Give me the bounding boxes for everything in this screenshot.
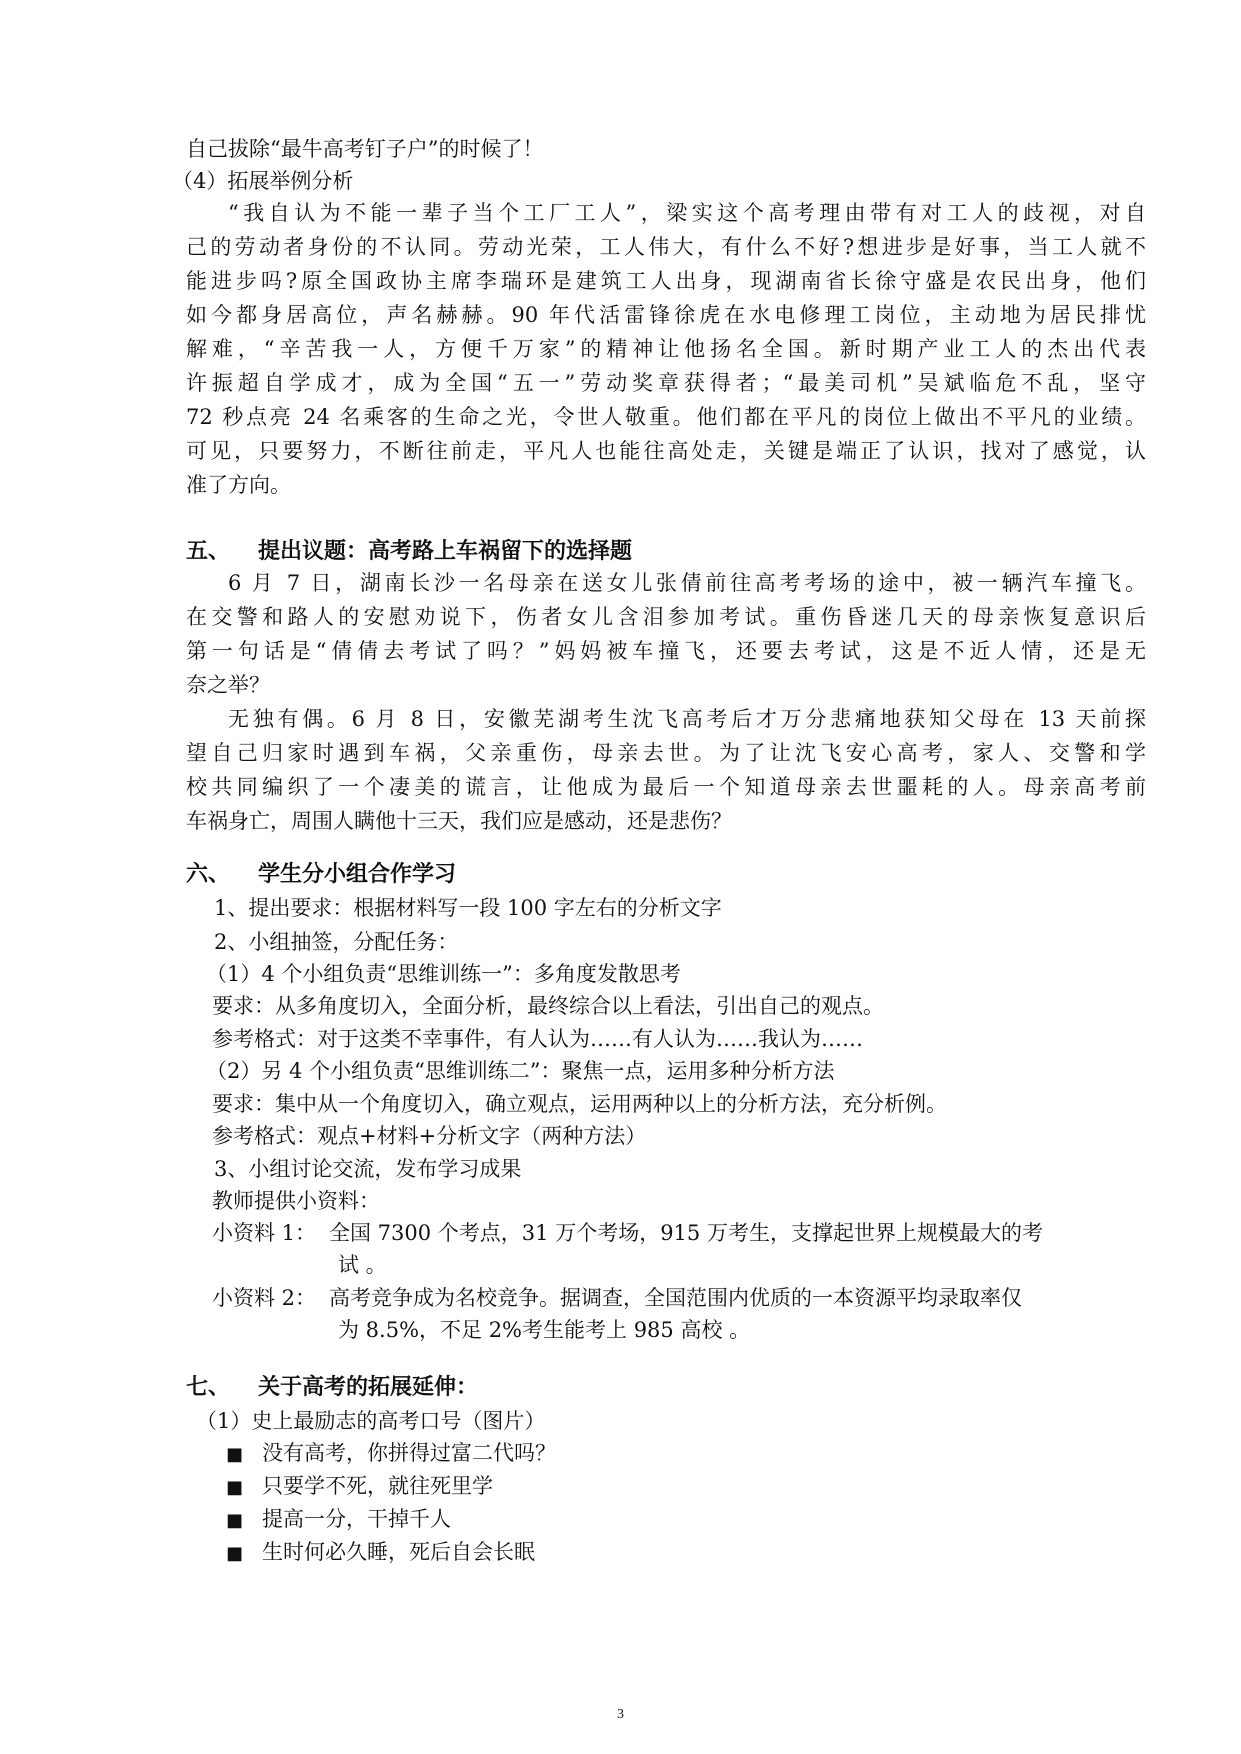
paragraph-line: 无独有偶。6 月 8 日，安徽芜湖考生沈飞高考后才万分悲痛地获知父母在 13 天前探	[228, 707, 1146, 731]
paragraph-line: 解难，“辛苦我一人，方便千万家”的精神让他扬名全国。新时期产业工人的杰出代表	[186, 337, 1146, 361]
resource-item-2	[212, 1283, 1146, 1313]
square-bullet-icon: ■	[226, 1477, 244, 1498]
resource-text-cont: 试 。	[338, 1253, 387, 1277]
resource-label: 小资料 1：	[212, 1221, 317, 1245]
section-title: 关于高考的拓展延伸：	[258, 1375, 479, 1400]
page-number: 3	[617, 1707, 624, 1722]
slogan-item	[226, 1537, 1186, 1569]
slogan-text: 提高一分，干掉千人	[262, 1507, 451, 1531]
resource-text: 高考竞争成为名校竞争。据调查，全国范围内优质的一本资源平均录取率仅	[329, 1286, 1022, 1310]
section-number: 五、	[186, 539, 231, 564]
section-title: 学生分小组合作学习	[258, 862, 457, 887]
list-item: 1、提出要求：根据材料写一段 100 字左右的分析文字	[214, 896, 722, 920]
list-item: 要求：从多角度切入，全面分析，最终综合以上看法，引出自己的观点。	[212, 994, 884, 1018]
resource-item-1	[212, 1218, 1146, 1248]
paragraph-line: 车祸身亡，周围人瞒他十三天，我们应是感动，还是悲伤？	[186, 809, 732, 833]
paragraph-line: 己的劳动者身份的不认同。劳动光荣，工人伟大，有什么不好?想进步是好事，当工人就不	[186, 235, 1146, 259]
section-heading-7	[186, 1373, 1146, 1403]
slogan-item	[226, 1471, 1186, 1503]
list-item: 参考格式：对于这类不幸事件，有人认为……有人认为……我认为……	[212, 1027, 863, 1051]
subheading: （4）拓展举例分析	[172, 169, 354, 193]
list-item: 3、小组讨论交流，发布学习成果	[214, 1157, 522, 1181]
paragraph-line: 第一句话是“倩倩去考试了吗？”妈妈被车撞飞，还要去考试，这是不近人情，还是无	[186, 639, 1146, 663]
paragraph-line: “我自认为不能一辈子当个工厂工人”，梁实这个高考理由带有对工人的歧视，对自	[228, 201, 1146, 225]
square-bullet-icon: ■	[226, 1543, 244, 1564]
resource-text-cont: 为 8.5%，不足 2%考生能考上 985 高校 。	[338, 1318, 751, 1342]
square-bullet-icon: ■	[226, 1444, 244, 1465]
paragraph-line: 奈之举？	[186, 673, 270, 697]
paragraph-line: 可见，只要努力，不断往前走，平凡人也能往高处走，关键是端正了认识，找对了感觉，认	[186, 439, 1146, 463]
section-number: 七、	[186, 1375, 231, 1400]
subheading: （1）史上最励志的高考口号（图片）	[196, 1409, 546, 1433]
section-number: 六、	[186, 862, 231, 887]
resource-text: 全国 7300 个考点，31 万个考场，915 万考生，支撑起世界上规模最大的考	[329, 1221, 1043, 1245]
section-heading-6	[186, 860, 1146, 890]
paragraph-line: 准了方向。	[186, 473, 291, 497]
section-title: 提出议题：高考路上车祸留下的选择题	[258, 539, 633, 564]
list-item: 要求：集中从一个角度切入，确立观点，运用两种以上的分析方法，充分析例。	[212, 1092, 947, 1116]
square-bullet-icon: ■	[226, 1510, 244, 1531]
list-item: 2、小组抽签，分配任务：	[214, 930, 459, 954]
paragraph-line: 校共同编织了一个凄美的谎言，让他成为最后一个知道母亲去世噩耗的人。母亲高考前	[186, 775, 1146, 799]
paragraph-line: 6 月 7 日，湖南长沙一名母亲在送女儿张倩前往高考考场的途中，被一辆汽车撞飞。	[228, 571, 1146, 595]
slogan-text: 没有高考，你拼得过富二代吗？	[262, 1441, 556, 1465]
slogan-item	[226, 1504, 1186, 1536]
paragraph-line: 望自己归家时遇到车祸，父亲重伤，母亲去世。为了让沈飞安心高考，家人、交警和学	[186, 741, 1146, 765]
paragraph-line: 自己拔除“最牛高考钉子户”的时候了！	[186, 137, 544, 161]
list-item: （1）4 个小组负责“思维训练一”：多角度发散思考	[206, 962, 681, 986]
section-heading-5	[186, 537, 1146, 567]
paragraph-line: 能进步吗?原全国政协主席李瑞环是建筑工人出身，现湖南省长徐守盛是农民出身，他们	[186, 269, 1146, 293]
paragraph-line: 72 秒点亮 24 名乘客的生命之光，令世人敬重。他们都在平凡的岗位上做出不平凡的业绩。	[186, 405, 1146, 429]
slogan-text: 只要学不死，就往死里学	[262, 1474, 493, 1498]
paragraph-line: 在交警和路人的安慰劝说下，伤者女儿含泪参加考试。重伤昏迷几天的母亲恢复意识后	[186, 605, 1146, 629]
paragraph-line: 许振超自学成才，成为全国“五一”劳动奖章获得者；“最美司机”吴斌临危不乱，坚守	[186, 371, 1146, 395]
list-item: 教师提供小资料：	[212, 1189, 380, 1213]
list-item: 参考格式：观点+材料+分析文字（两种方法）	[212, 1124, 647, 1148]
resource-label: 小资料 2：	[212, 1286, 317, 1310]
slogan-text: 生时何必久睡，死后自会长眠	[262, 1540, 535, 1564]
slogan-item	[226, 1438, 1186, 1470]
list-item: （2）另 4 个小组负责“思维训练二”：聚焦一点，运用多种分析方法	[206, 1059, 835, 1083]
paragraph-line: 如今都身居高位，声名赫赫。90 年代活雷锋徐虎在水电修理工岗位，主动地为居民排忧	[186, 303, 1146, 327]
